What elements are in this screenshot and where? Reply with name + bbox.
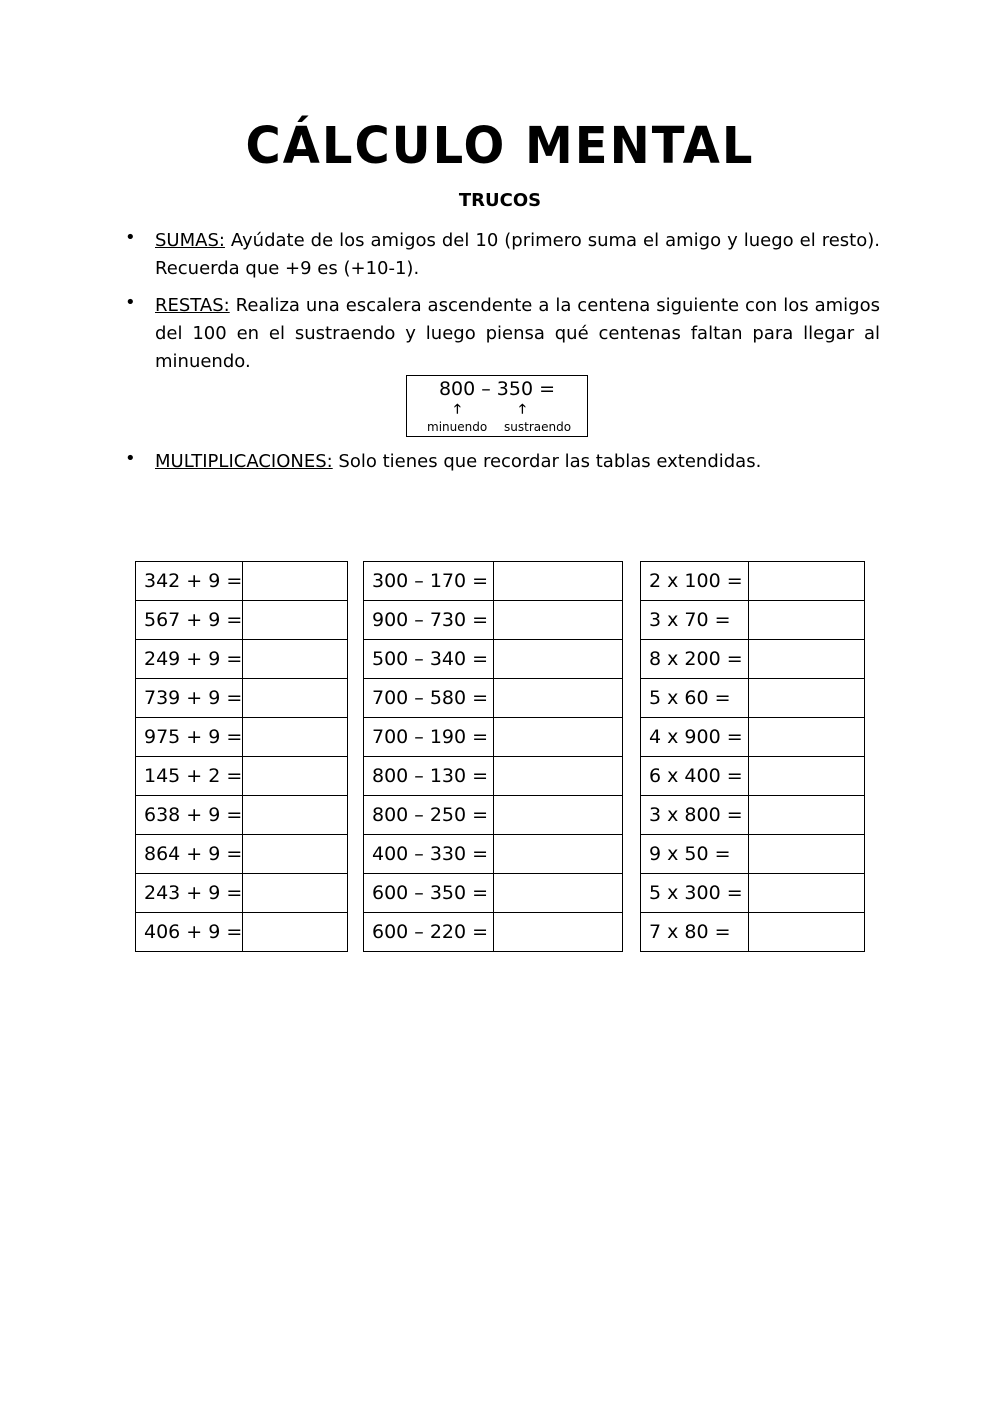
subtraction-answer-box[interactable] <box>494 874 623 913</box>
subtraction-row <box>364 835 623 874</box>
multiplication-answer-box[interactable] <box>749 562 865 601</box>
multiplication-answer-box[interactable] <box>749 874 865 913</box>
multiplication-row <box>641 796 865 835</box>
sum-answer-box[interactable] <box>243 562 348 601</box>
subtraction-row <box>364 874 623 913</box>
multiplication-row <box>641 835 865 874</box>
sum-answer-box[interactable] <box>243 757 348 796</box>
subtractions-table <box>363 561 623 952</box>
multiplication-row <box>641 601 865 640</box>
sum-row <box>136 640 348 679</box>
multiplication-answer-box[interactable] <box>749 679 865 718</box>
multiplication-operation: 4 x 900 = <box>641 718 749 757</box>
tip-multiplicaciones <box>155 448 880 476</box>
multiplication-answer-box[interactable] <box>749 835 865 874</box>
sum-operation: 864 + 9 = <box>136 835 243 874</box>
subtraction-answer-box[interactable] <box>494 601 623 640</box>
multiplication-answer-box[interactable] <box>749 640 865 679</box>
page-title: CÁLCULO MENTAL <box>245 116 755 176</box>
multiplication-answer-box[interactable] <box>749 796 865 835</box>
tip-sumas-label: SUMAS: <box>155 230 225 251</box>
sum-operation: 145 + 2 = <box>136 757 243 796</box>
subtraction-operation: 600 – 350 = <box>364 874 494 913</box>
sum-operation: 638 + 9 = <box>136 796 243 835</box>
sum-row <box>136 835 348 874</box>
example-box <box>406 375 588 437</box>
sum-answer-box[interactable] <box>243 601 348 640</box>
sums-table <box>135 561 348 952</box>
sum-operation: 342 + 9 = <box>136 562 243 601</box>
sum-row <box>136 874 348 913</box>
subtraction-operation: 700 – 190 = <box>364 718 494 757</box>
subtraction-row <box>364 601 623 640</box>
bullet-icon: • <box>125 448 136 469</box>
subtraction-answer-box[interactable] <box>494 835 623 874</box>
sum-row <box>136 679 348 718</box>
subtraction-row <box>364 679 623 718</box>
multiplication-row <box>641 757 865 796</box>
arrow-up-icon: 🡑 <box>519 402 526 417</box>
sum-answer-box[interactable] <box>243 679 348 718</box>
multiplication-answer-box[interactable] <box>749 757 865 796</box>
sum-row <box>136 757 348 796</box>
sum-row <box>136 718 348 757</box>
multiplication-row <box>641 718 865 757</box>
multiplication-operation: 8 x 200 = <box>641 640 749 679</box>
sum-row <box>136 562 348 601</box>
multiplication-row <box>641 679 865 718</box>
sum-answer-box[interactable] <box>243 913 348 952</box>
subtraction-row <box>364 640 623 679</box>
sum-row <box>136 913 348 952</box>
sum-answer-box[interactable] <box>243 718 348 757</box>
sum-row <box>136 601 348 640</box>
subtraction-operation: 500 – 340 = <box>364 640 494 679</box>
subtraction-answer-box[interactable] <box>494 640 623 679</box>
multiplication-answer-box[interactable] <box>749 718 865 757</box>
bullet-icon: • <box>125 227 136 248</box>
sum-operation: 406 + 9 = <box>136 913 243 952</box>
tip-restas-label: RESTAS: <box>155 295 230 316</box>
multiplication-operation: 7 x 80 = <box>641 913 749 952</box>
multiplication-operation: 2 x 100 = <box>641 562 749 601</box>
subtraction-answer-box[interactable] <box>494 562 623 601</box>
subtraction-operation: 800 – 130 = <box>364 757 494 796</box>
sum-answer-box[interactable] <box>243 874 348 913</box>
subtraction-answer-box[interactable] <box>494 796 623 835</box>
sum-row <box>136 796 348 835</box>
subtraction-operation: 300 – 170 = <box>364 562 494 601</box>
subtraction-answer-box[interactable] <box>494 913 623 952</box>
multiplication-operation: 9 x 50 = <box>641 835 749 874</box>
subtrahend-label: sustraendo <box>504 420 572 434</box>
multiplication-operation: 3 x 70 = <box>641 601 749 640</box>
subtraction-operation: 700 – 580 = <box>364 679 494 718</box>
tip-multiplicaciones-text: Solo tienes que recordar las tablas extendidas. <box>332 451 762 472</box>
subtraction-answer-box[interactable] <box>494 757 623 796</box>
example-operation: 800 – 350 = <box>438 378 556 400</box>
subtraction-operation: 900 – 730 = <box>364 601 494 640</box>
multiplication-row <box>641 874 865 913</box>
multiplication-answer-box[interactable] <box>749 913 865 952</box>
multiplication-row <box>641 640 865 679</box>
sum-answer-box[interactable] <box>243 640 348 679</box>
subtraction-operation: 800 – 250 = <box>364 796 494 835</box>
tip-restas-text: Realiza una escalera ascendente a la centena siguiente con los amigos del 100 en el sustraendo y luego piensa qué centenas faltan para llegar al minuendo. <box>155 295 880 372</box>
subtraction-answer-box[interactable] <box>494 718 623 757</box>
subtraction-operation: 400 – 330 = <box>364 835 494 874</box>
sum-operation: 975 + 9 = <box>136 718 243 757</box>
multiplication-operation: 3 x 800 = <box>641 796 749 835</box>
subtraction-row <box>364 913 623 952</box>
subtraction-answer-box[interactable] <box>494 679 623 718</box>
tip-multiplicaciones-label: MULTIPLICACIONES: <box>155 451 333 472</box>
subtraction-row <box>364 796 623 835</box>
sum-operation: 243 + 9 = <box>136 874 243 913</box>
subtraction-row <box>364 757 623 796</box>
sum-answer-box[interactable] <box>243 835 348 874</box>
subtraction-operation: 600 – 220 = <box>364 913 494 952</box>
sum-operation: 567 + 9 = <box>136 601 243 640</box>
multiplication-row <box>641 913 865 952</box>
multiplication-operation: 5 x 60 = <box>641 679 749 718</box>
page-subtitle: TRUCOS <box>458 190 542 211</box>
sum-operation: 249 + 9 = <box>136 640 243 679</box>
bullet-icon: • <box>125 292 136 313</box>
subtraction-row <box>364 718 623 757</box>
multiplication-operation: 5 x 300 = <box>641 874 749 913</box>
minuend-label: minuendo <box>427 420 488 434</box>
tip-sumas <box>155 227 880 283</box>
multiplication-answer-box[interactable] <box>749 601 865 640</box>
multiplication-operation: 6 x 400 = <box>641 757 749 796</box>
sum-answer-box[interactable] <box>243 796 348 835</box>
multiplications-table <box>640 561 865 952</box>
sum-operation: 739 + 9 = <box>136 679 243 718</box>
tip-sumas-text: Ayúdate de los amigos del 10 (primero suma el amigo y luego el resto). Recuerda que +9 es (+10-1). <box>155 230 880 279</box>
arrow-up-icon: 🡑 <box>454 402 461 417</box>
subtraction-row <box>364 562 623 601</box>
tip-restas <box>155 292 880 376</box>
multiplication-row <box>641 562 865 601</box>
